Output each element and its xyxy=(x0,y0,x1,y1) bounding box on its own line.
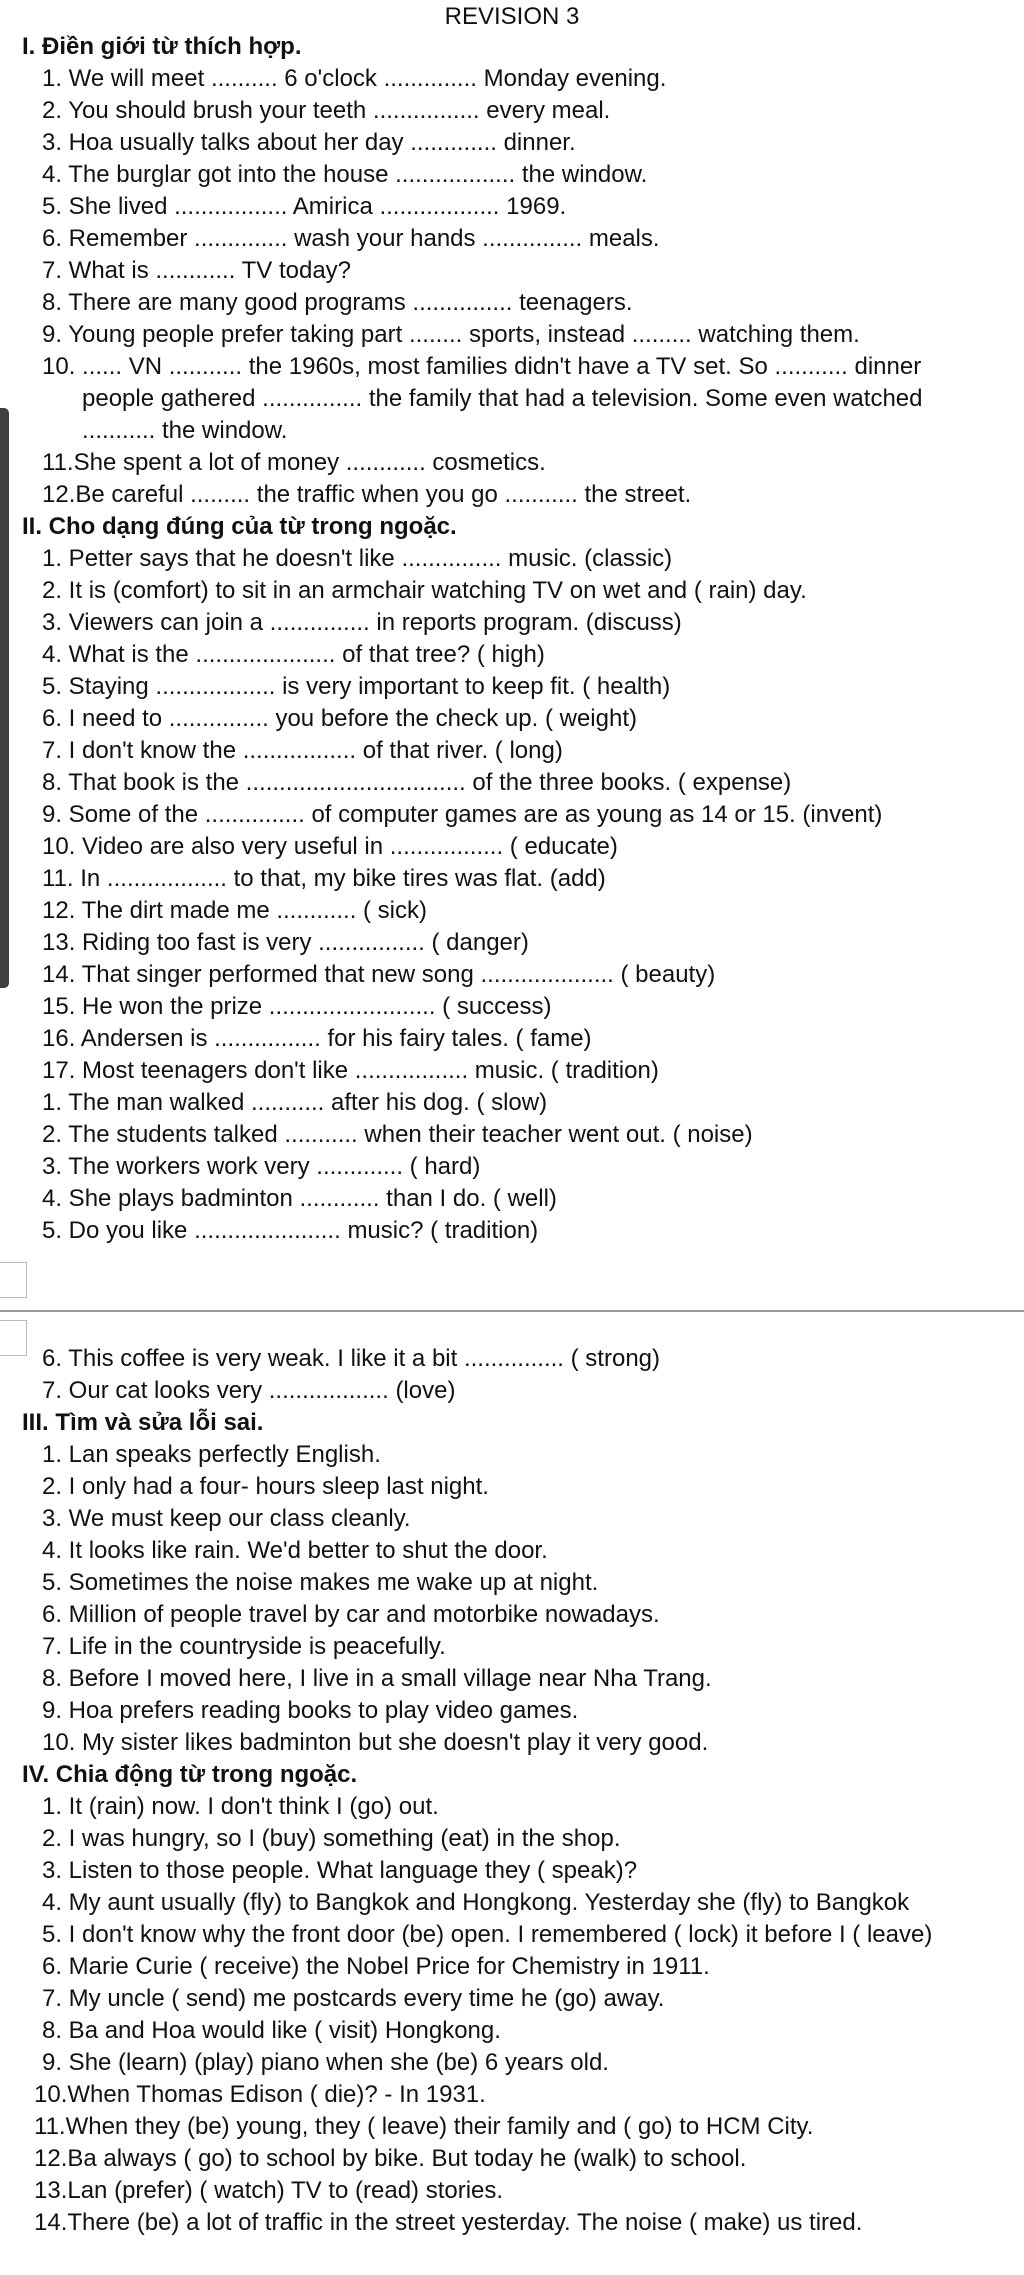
s4-item: 14.There (be) a lot of traffic in the street yesterday. The noise ( make) us tired. xyxy=(34,2209,863,2236)
s3-item: 3. We must keep our class cleanly. xyxy=(42,1505,411,1532)
s2-item: 7. Our cat looks very .................. (love) xyxy=(42,1377,456,1404)
s2-item: 3. The workers work very ............. ( hard) xyxy=(42,1153,481,1180)
s2-item: 1. The man walked ........... after his dog. ( slow) xyxy=(42,1089,548,1116)
section-3-heading: III. Tìm và sửa lỗi sai. xyxy=(22,1409,264,1436)
s1-item-continued: people gathered ............... the family that had a television. Some even watched xyxy=(82,385,923,412)
s2-item: 13. Riding too fast is very ................ ( danger) xyxy=(42,929,529,956)
s2-item: 15. He won the prize ......................... ( success) xyxy=(42,993,552,1020)
s4-item: 1. It (rain) now. I don't think I (go) out. xyxy=(42,1793,439,1820)
section-2-heading: II. Cho dạng đúng của từ trong ngoặc. xyxy=(22,513,457,540)
s1-item: 12.Be careful ......... the traffic when you go ........... the street. xyxy=(42,481,692,508)
s1-item: 2. You should brush your teeth ................ every meal. xyxy=(42,97,611,124)
document-title: REVISION 3 xyxy=(444,3,580,30)
s3-item: 9. Hoa prefers reading books to play video games. xyxy=(42,1697,579,1724)
s4-item: 11.When they (be) young, they ( leave) their family and ( go) to HCM City. xyxy=(34,2113,814,2140)
s3-item: 4. It looks like rain. We'd better to shut the door. xyxy=(42,1537,548,1564)
s2-item: 14. That singer performed that new song .................... ( beauty) xyxy=(42,961,716,988)
s3-item: 7. Life in the countryside is peacefully. xyxy=(42,1633,446,1660)
page-two xyxy=(22,1343,1024,2275)
s1-item: 8. There are many good programs ............... teenagers. xyxy=(42,289,633,316)
s2-item: 5. Staying .................. is very important to keep fit. ( health) xyxy=(42,673,671,700)
s4-item: 7. My uncle ( send) me postcards every time he (go) away. xyxy=(42,1985,665,2012)
s4-item: 13.Lan (prefer) ( watch) TV to (read) stories. xyxy=(34,2177,504,2204)
s2-item: 17. Most teenagers don't like ................. music. ( tradition) xyxy=(42,1057,659,1084)
s3-item: 10. My sister likes badminton but she doesn't play it very good. xyxy=(42,1729,709,1756)
section-1-heading: I. Điền giới từ thích hợp. xyxy=(22,33,302,60)
s1-item: 4. The burglar got into the house .................. the window. xyxy=(42,161,648,188)
s2-item: 5. Do you like ...................... music? ( tradition) xyxy=(42,1217,539,1244)
s2-item: 2. The students talked ........... when their teacher went out. ( noise) xyxy=(42,1121,753,1148)
s1-item: 6. Remember .............. wash your hands ............... meals. xyxy=(42,225,660,252)
page-corner-marker xyxy=(0,1262,27,1298)
s2-item: 10. Video are also very useful in ................. ( educate) xyxy=(42,833,618,860)
s2-item: 2. It is (comfort) to sit in an armchair watching TV on wet and ( rain) day. xyxy=(42,577,807,604)
s1-item: 10. ...... VN ........... the 1960s, most families didn't have a TV set. So ........... dinner xyxy=(42,353,922,380)
s3-item: 1. Lan speaks perfectly English. xyxy=(42,1441,381,1468)
s4-item: 3. Listen to those people. What language they ( speak)? xyxy=(42,1857,638,1884)
s2-item: 8. That book is the ................................. of the three books. ( expense) xyxy=(42,769,792,796)
s4-item: 9. She (learn) (play) piano when she (be) 6 years old. xyxy=(42,2049,609,2076)
page-scroll-handle[interactable] xyxy=(0,408,9,988)
s1-item: 9. Young people prefer taking part ........ sports, instead ......... watching them. xyxy=(42,321,860,348)
section-4-heading: IV. Chia động từ trong ngoặc. xyxy=(22,1761,358,1788)
s2-item: 4. What is the ..................... of that tree? ( high) xyxy=(42,641,545,668)
s4-item: 8. Ba and Hoa would like ( visit) Hongkong. xyxy=(42,2017,501,2044)
s3-item: 8. Before I moved here, I live in a small village near Nha Trang. xyxy=(42,1665,712,1692)
s2-item: 12. The dirt made me ............ ( sick) xyxy=(42,897,428,924)
s2-item: 11. In .................. to that, my bike tires was flat. (add) xyxy=(42,865,606,892)
s1-item-continued: ........... the window. xyxy=(82,417,288,444)
page-divider xyxy=(0,1310,1024,1312)
s4-item: 4. My aunt usually (fly) to Bangkok and Hongkong. Yesterday she (fly) to Bangkok xyxy=(42,1889,910,1916)
s2-item: 6. This coffee is very weak. I like it a bit ............... ( strong) xyxy=(42,1345,660,1372)
s2-item: 6. I need to ............... you before the check up. ( weight) xyxy=(42,705,637,732)
s3-item: 2. I only had a four- hours sleep last night. xyxy=(42,1473,489,1500)
s1-item: 11.She spent a lot of money ............ cosmetics. xyxy=(42,449,546,476)
s2-item: 7. I don't know the ................. of that river. ( long) xyxy=(42,737,563,764)
s2-item: 9. Some of the ............... of computer games are as young as 14 or 15. (invent) xyxy=(42,801,883,828)
s4-item: 6. Marie Curie ( receive) the Nobel Price for Chemistry in 1911. xyxy=(42,1953,710,1980)
s4-item: 12.Ba always ( go) to school by bike. But today he (walk) to school. xyxy=(34,2145,747,2172)
s2-item: 1. Petter says that he doesn't like ............... music. (classic) xyxy=(42,545,673,572)
s3-item: 6. Million of people travel by car and motorbike nowadays. xyxy=(42,1601,660,1628)
s4-item: 2. I was hungry, so I (buy) something (eat) in the shop. xyxy=(42,1825,621,1852)
s1-item: 3. Hoa usually talks about her day ............. dinner. xyxy=(42,129,576,156)
s2-item: 4. She plays badminton ............ than I do. ( well) xyxy=(42,1185,557,1212)
s4-item: 5. I don't know why the front door (be) open. I remembered ( lock) it before I ( leave) xyxy=(42,1921,933,1948)
s3-item: 5. Sometimes the noise makes me wake up at night. xyxy=(42,1569,599,1596)
s2-item: 3. Viewers can join a ............... in reports program. (discuss) xyxy=(42,609,682,636)
s1-item: 1. We will meet .......... 6 o'clock .............. Monday evening. xyxy=(42,65,667,92)
s4-item: 10.When Thomas Edison ( die)? - In 1931. xyxy=(34,2081,486,2108)
s1-item: 5. She lived ................. Amirica .................. 1969. xyxy=(42,193,567,220)
page-one xyxy=(22,31,1024,1271)
s2-item: 16. Andersen is ................ for his fairy tales. ( fame) xyxy=(42,1025,592,1052)
s1-item: 7. What is ............ TV today? xyxy=(42,257,352,284)
